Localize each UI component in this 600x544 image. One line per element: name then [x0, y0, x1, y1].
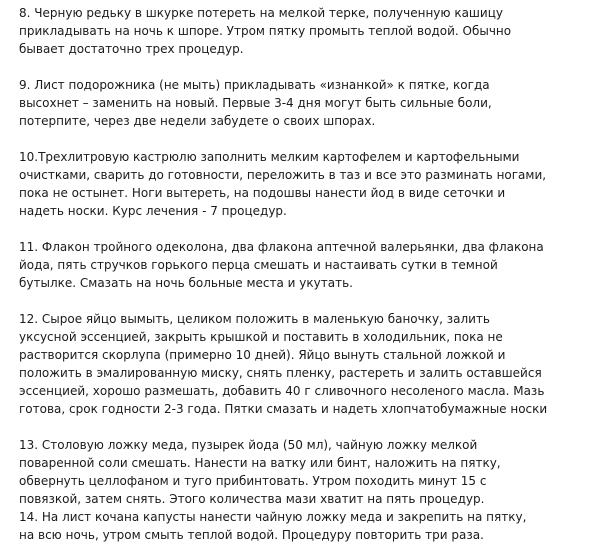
paragraph-item-13-14: [19, 436, 593, 544]
text-line: эссенцией, хорошо размешать, добавить 40 г сливочного несоленого масла. Мазь: [19, 384, 545, 398]
text-line: бутылке. Смазать на ночь больные места и укутать.: [19, 276, 353, 290]
text-line: поваренной соли смешать. Нанести на ватку или бинт, наложить на пятку,: [19, 456, 501, 470]
text-line: 11. Флакон тройного одеколона, два флакона аптечной валерьянки, два флакона: [19, 240, 544, 254]
paragraph-item-8: [19, 4, 593, 58]
text-line: растворится скорлупа (примерно 10 дней). Яйцо вынуть стальной ложкой и: [19, 348, 506, 362]
text-line: надеть носки. Курс лечения - 7 процедур.: [19, 204, 287, 218]
text-line: на всю ночь, утром смыть теплой водой. Процедуру повторить три раза.: [19, 528, 484, 542]
text-line: 9. Лист подорожника (не мыть) прикладывать «изнанкой» к пятке, когда: [19, 78, 490, 92]
text-line: 13. Столовую ложку меда, пузырек йода (50 мл), чайную ложку мелкой: [19, 438, 478, 452]
text-line: 8. Черную редьку в шкурке потереть на мелкой терке, полученную кашицу: [19, 6, 503, 20]
text-line: уксусной эссенцией, закрыть крышкой и поставить в холодильник, пока не: [19, 330, 503, 344]
text-line: бывает достаточно трех процедур.: [19, 42, 244, 56]
text-line: высохнет – заменить на новый. Первые 3-4 дня могут быть сильные боли,: [19, 96, 492, 110]
text-line: 14. На лист кочана капусты нанести чайную ложку меда и закрепить на пятку,: [19, 510, 527, 524]
text-line: очистками, сварить до готовности, переложить в таз и все это разминать ногами,: [19, 168, 547, 182]
document-body: [19, 4, 593, 544]
text-line: 10.Трехлитровую кастрюлю заполнить мелким картофелем и картофельными: [19, 150, 520, 164]
paragraph-item-12: [19, 310, 593, 418]
text-line: потерпите, через две недели забудете о своих шпорах.: [19, 114, 376, 128]
paragraph-item-10: [19, 148, 593, 220]
text-line: повязкой, затем снять. Этого количества мази хватит на пять процедур.: [19, 492, 485, 506]
paragraph-item-11: [19, 238, 593, 292]
text-line: 12. Сырое яйцо вымыть, целиком положить в маленькую баночку, залить: [19, 312, 490, 326]
text-line: обвернуть целлофаном и туго прибинтовать. Утром походить минут 15 с: [19, 474, 487, 488]
text-line: пока не остынет. Ноги вытереть, на подошвы нанести йод в виде сеточки и: [19, 186, 506, 200]
text-line: положить в эмалированную миску, снять пленку, растереть и залить оставшейся: [19, 366, 542, 380]
paragraph-item-9: [19, 76, 593, 130]
text-line: прикладывать на ночь к шпоре. Утром пятку промыть теплой водой. Обычно: [19, 24, 512, 38]
text-line: йода, пять стручков горького перца смешать и настаивать сутки в темной: [19, 258, 498, 272]
text-line: готова, срок годности 2-3 года. Пятки смазать и надеть хлопчатобумажные носки: [19, 402, 548, 416]
